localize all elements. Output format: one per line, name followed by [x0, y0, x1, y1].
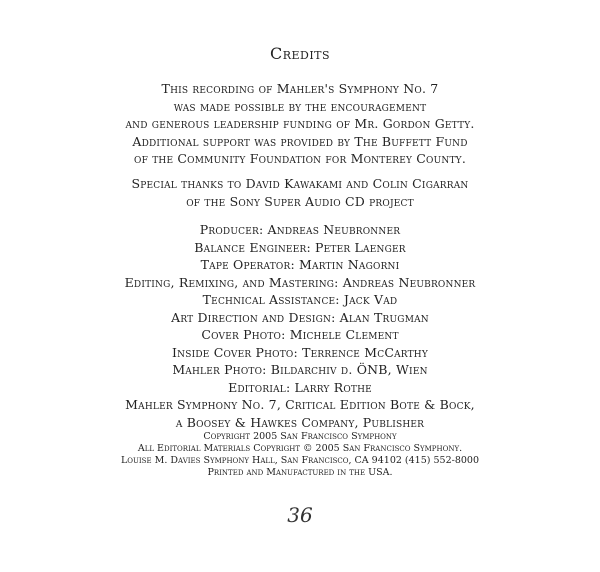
intro-line: Additional support was provided by The Buffett Fund	[132, 133, 468, 149]
intro-line: was made possible by the encouragement	[173, 98, 427, 114]
copyright-line: Printed and Manufactured in the USA.	[207, 467, 393, 478]
credit-line: Cover Photo: Michele Clement	[201, 327, 399, 342]
credit-line: Technical Assistance: Jack Vad	[202, 292, 398, 307]
credit-line: Editing, Remixing, and Mastering: Andreas Neubronner	[124, 274, 476, 290]
intro-line: of the Community Foundation for Monterey County.	[134, 151, 466, 166]
credit-line: a Boosey & Hawkes Company, Publisher	[175, 414, 425, 430]
page-title: Credits	[269, 44, 331, 63]
intro-line: and generous leadership funding of Mr. Gordon Getty.	[125, 116, 475, 131]
credit-line: Inside Cover Photo: Terrence McCarthy	[172, 344, 428, 360]
page-number: 36	[287, 503, 313, 527]
intro-paragraph	[0, 80, 600, 168]
copyright-line: Copyright 2005 San Francisco Symphony	[203, 431, 397, 442]
thanks-paragraph	[0, 175, 600, 210]
thanks-line: of the Sony Super Audio CD project	[186, 193, 414, 209]
copyright-line: All Editorial Materials Copyright © 2005 San Francisco Symphony.	[137, 443, 463, 454]
credit-line: Editorial: Larry Rothe	[228, 379, 372, 395]
intro-line: This recording of Mahler's Symphony No. 7	[161, 81, 439, 96]
credit-line: Producer: Andreas Neubronner	[199, 222, 401, 237]
credit-line: Mahler Photo: Bildarchiv d. ÖNB, Wien	[172, 362, 428, 377]
credit-line: Balance Engineer: Peter Laenger	[194, 239, 406, 255]
credit-line: Art Direction and Design: Alan Trugman	[171, 309, 429, 325]
copyright-line: Louise M. Davies Symphony Hall, San Francisco, CA 94102 (415) 552-8000	[120, 455, 480, 466]
thanks-line: Special thanks to David Kawakami and Colin Cigarran	[131, 176, 469, 191]
credit-line: Tape Operator: Martin Nagorni	[200, 257, 400, 272]
credits-list	[0, 221, 600, 431]
copyright-notice	[0, 431, 600, 479]
credit-line: Mahler Symphony No. 7, Critical Edition Bote & Bock,	[125, 397, 475, 412]
